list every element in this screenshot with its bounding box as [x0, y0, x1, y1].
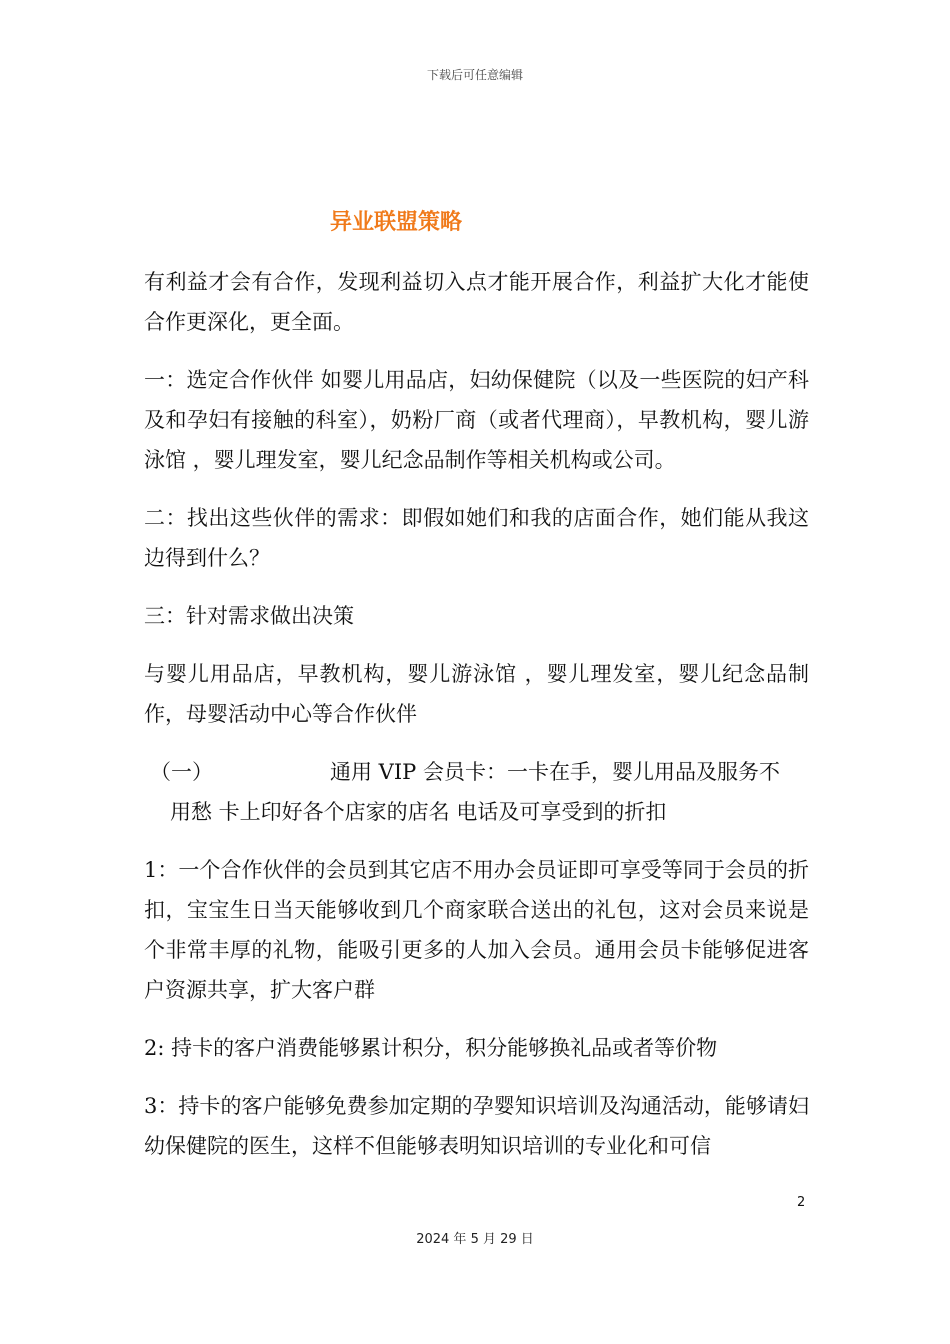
- document-body: [144, 262, 809, 1184]
- section-two-paragraph: 二：找出这些伙伴的需求：即假如她们和我的店面合作，她们能从我这边得到什么？: [144, 506, 809, 570]
- page-header: 下载后可任意编辑: [426, 68, 523, 82]
- page-footer-date: 2024 年 5 月 29 日: [416, 1232, 534, 1247]
- section-one-paragraph: 一：选定合作伙伴 如婴儿用品店，妇幼保健院（以及一些医院的妇产科及和孕妇有接触的科室），奶粉厂商（或者代理商），早教机构，婴儿游泳馆 ，婴儿理发室，婴儿纪念品制作等相关机构或公司。: [144, 368, 809, 472]
- partners-paragraph: 与婴儿用品店，早教机构，婴儿游泳馆 ，婴儿理发室，婴儿纪念品制作，母婴活动中心等合作伙伴: [144, 662, 809, 726]
- numbered-item-one: [144, 752, 809, 832]
- point-one-paragraph: 1：一个合作伙伴的会员到其它店不用办会员证即可享受等同于会员的折扣，宝宝生日当天能够收到几个商家联合送出的礼包，这对会员来说是个非常丰厚的礼物，能吸引更多的人加入会员。通用会员卡能够促进客户资源共享，扩大客户群: [144, 858, 809, 1002]
- page-number: 2: [797, 1195, 806, 1210]
- section-three-heading: 三：针对需求做出决策: [144, 604, 354, 628]
- item-number: （一）: [150, 760, 213, 784]
- point-two-paragraph: 2: 持卡的客户消费能够累计积分，积分能够换礼品或者等价物: [144, 1036, 718, 1060]
- item-text: [170, 752, 809, 832]
- point-three-paragraph: 3：持卡的客户能够免费参加定期的孕婴知识培训及沟通活动，能够请妇幼保健院的医生，这样不但能够表明知识培训的专业化和可信: [144, 1094, 809, 1158]
- item-line-1: 通用 VIP 会员卡：一卡在手，婴儿用品及服务不: [330, 760, 780, 784]
- document-title: 异业联盟策略: [330, 210, 463, 235]
- item-line-2: 用愁 卡上印好各个店家的店名 电话及可享受到的折扣: [170, 800, 667, 824]
- intro-paragraph: 有利益才会有合作，发现利益切入点才能开展合作，利益扩大化才能使合作更深化，更全面。: [144, 270, 809, 334]
